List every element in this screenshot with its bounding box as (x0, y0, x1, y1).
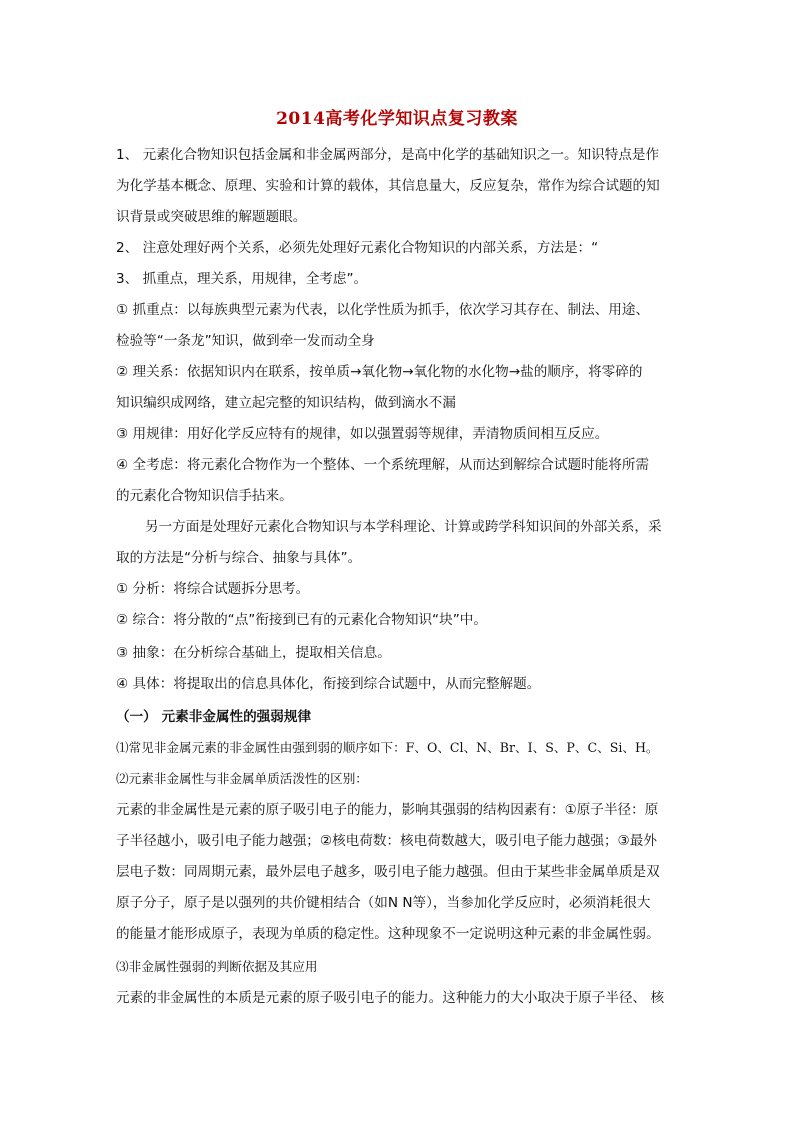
paragraph-line: ④ 具体：将提取出的信息具体化，衔接到综合试题中，从而完整解题。 (116, 676, 541, 692)
paragraph-line: 原子分子，原子是以强列的共价键相结合（如N N等），当参加化学反应时，必须消耗很大 (116, 895, 651, 911)
paragraph-line: ① 分析：将综合试题拆分思考。 (116, 581, 310, 597)
paragraph-line: 的能量才能形成原子，表现为单质的稳定性。这种现象不一定说明这种元素的非金属性弱。 (116, 926, 660, 942)
paragraph-line: 2、 注意处理好两个关系，必须先处理好元素化合物知识的内部关系，方法是：“ (116, 240, 599, 256)
section-heading: （一） 元素非金属性的强弱规律 (116, 709, 312, 725)
paragraph-line: ② 理关系：依据知识内在联系，按单质→氧化物→氧化物的水化物→盐的顺序，将零碎的 (116, 364, 643, 380)
paragraph-line: 元素的非金属性的本质是元素的原子吸引电子的能力。这种能力的大小取决于原子半径、 核 (116, 990, 665, 1006)
paragraph-line: 检验等“一条龙”知识，做到牵一发而动全身 (116, 333, 375, 349)
paragraph-line: 子半径越小，吸引电子能力越强；②核电荷数：核电荷数越大，吸引电子能力越强；③最外 (116, 833, 657, 849)
paragraph-line: ⑵元素非金属性与非金属单质活泼性的区别： (116, 771, 368, 786)
paragraph-line: 1、 元素化合物知识包括金属和非金属两部分，是高中化学的基础知识之一。知识特点是作 (116, 147, 660, 163)
paragraph-line: 3、 抓重点，理关系，用规律，全考虑”。 (116, 271, 368, 287)
paragraph-line: 知识编织成网络，建立起完整的知识结构，做到滴水不漏 (116, 395, 456, 411)
paragraph-line: ③ 抽象：在分析综合基础上，提取相关信息。 (116, 645, 391, 661)
paragraph-line: ③ 用规律：用好化学反应特有的规律，如以强置弱等规律，弄清物质间相互反应。 (116, 426, 609, 442)
paragraph-line: 元素的非金属性是元素的原子吸引电子的能力，影响其强弱的结构因素有：①原子半径：原 (116, 802, 659, 818)
paragraph-line: ① 抓重点：以每族典型元素为代表，以化学性质为抓手，依次学习其存在、制法、用途、 (116, 302, 650, 318)
paragraph-line: ② 综合：将分散的“点”衔接到已有的元素化合物知识“块”中。 (116, 612, 487, 628)
paragraph-line: 另一方面是处理好元素化合物知识与本学科理论、计算或跨学科知识间的外部关系，采 (145, 519, 662, 535)
paragraph-line: 层电子数：同周期元素，最外层电子越多，吸引电子能力越强。但由于某些非金属单质是双 (116, 864, 660, 880)
paragraph-line: 识背景或突破思维的解题题眼。 (116, 209, 307, 225)
paragraph-line: 为化学基本概念、原理、实验和计算的载体，其信息量大，反应复杂，常作为综合试题的知 (116, 178, 660, 194)
paragraph-line: 的元素化合物知识信手拈来。 (116, 488, 293, 504)
paragraph-line: ④ 全考虑：将元素化合物作为一个整体、一个系统理解，从而达到解综合试题时能将所需 (116, 457, 650, 473)
paragraph-line: 取的方法是“分析与综合、抽象与具体”。 (116, 550, 362, 566)
document-title: 2014高考化学知识点复习教案 (276, 109, 518, 129)
paragraph-line: ⑶非金属性强弱的判断依据及其应用 (116, 959, 318, 974)
paragraph-line: ⑴常见非金属元素的非金属性由强到弱的顺序如下：F、O、Cl、N、Br、I、S、P、C、Si、H。 (116, 740, 659, 755)
